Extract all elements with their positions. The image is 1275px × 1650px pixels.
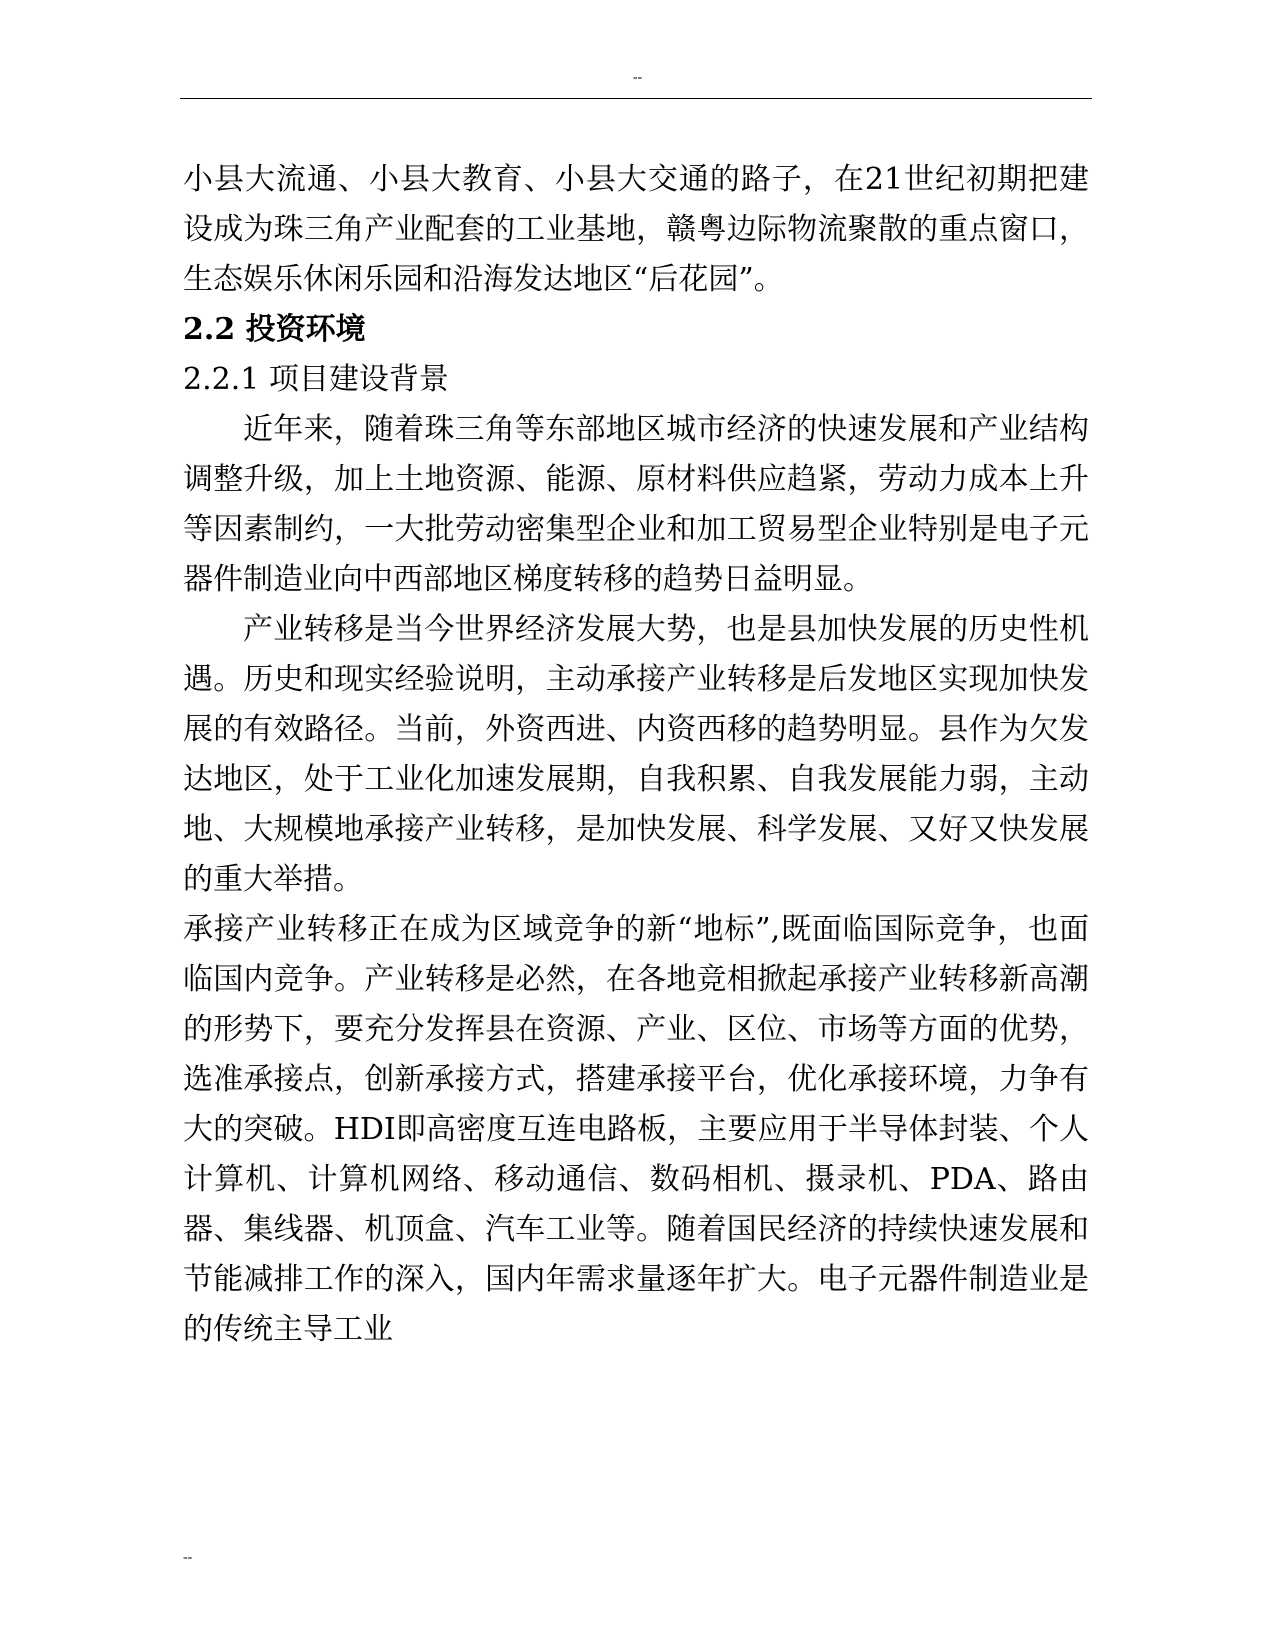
document-body xyxy=(183,155,1089,1355)
paragraph-industrial-transfer: 产业转移是当今世界经济发展大势，也是县加快发展的历史性机遇。历史和现实经验说明，主动承接产业转移是后发地区实现加快发展的有效路径。当前，外资西进、内资西移的趋势明显。县作为欠发达地区，处于工业化加速发展期，自我积累、自我发展能力弱，主动地、大规模地承接产业转移，是加快发展、科学发展、又好又快发展的重大举措。 xyxy=(183,612,1089,897)
paragraph-background: 近年来，随着珠三角等东部地区城市经济的快速发展和产业结构调整升级，加上土地资源、能源、原材料供应趋紧，劳动力成本上升等因素制约，一大批劳动密集型企业和加工贸易型企业特别是电子元器件制造业向中西部地区梯度转移的趋势日益明显。 xyxy=(183,412,1089,597)
header-rule xyxy=(180,98,1092,99)
page-footer-mark: -- xyxy=(183,1550,193,1565)
section-heading: 2.2 投资环境 xyxy=(183,312,366,347)
paragraph-intro: 小县大流通、小县大教育、小县大交通的路子，在21世纪初期把建设成为珠三角产业配套的工业基地，赣粤边际物流聚散的重点窗口，生态娱乐休闲乐园和沿海发达地区“后花园”。 xyxy=(183,162,1089,297)
paragraph-competition: 承接产业转移正在成为区域竞争的新“地标”,既面临国际竞争，也面临国内竞争。产业转移是必然，在各地竞相掀起承接产业转移新高潮的形势下，要充分发挥县在资源、产业、区位、市场等方面的优势，选准承接点，创新承接方式，搭建承接平台，优化承接环境，力争有大的突破。HDI即高密度互连电路板，主要应用于半导体封装、个人计算机、计算机网络、移动通信、数码相机、摄录机、PDA、路由器、集线器、机顶盒、汽车工业等。随着国民经济的持续快速发展和节能减排工作的深入，国内年需求量逐年扩大。电子元器件制造业是的传统主导工业 xyxy=(183,912,1089,1347)
subsection-heading: 2.2.1 项目建设背景 xyxy=(183,362,449,397)
page-header-mark: -- xyxy=(632,70,643,85)
